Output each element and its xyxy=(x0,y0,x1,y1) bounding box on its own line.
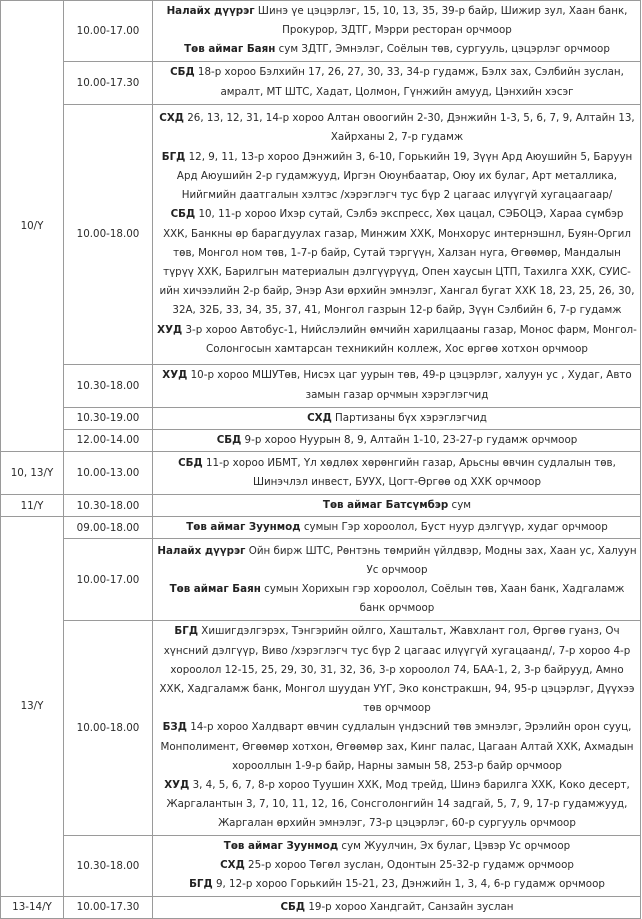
area-text: сум Жуулчин, Эх булаг, Цэвэр Ус орчмоор xyxy=(338,839,571,852)
area-text: 12, 9, 11, 13-р хороо Дэнжийн 3, 6-10, Горькийн 19, Зүүн Ард Аюушийн 5, Баруун Ард Аюушийн 2-р гудамжууд, Иргэн Оюунбаатар, Оюу их булаг, Арт металлика, Нийгмийн даатгалын хэлтэс /хэрэглэгч тус бүр 2 цагаас илүүгүй хугацаагаар/ xyxy=(176,150,633,202)
area-entry xyxy=(157,366,637,404)
district-label: Төв аймаг Баян xyxy=(184,43,276,56)
district-label: ХУД xyxy=(157,323,183,336)
time-cell xyxy=(64,452,153,495)
area-text: 10, 11-р хороо Ихэр сутай, Сэлбэ экспресс, Хөх цацал, СЭБОЦЭ, Хараа сүмбэр ХХК, Банкны өр барагдуулах газар, Минжим ХХК, Монхорус интернэшнл, Буян-Оргил төв, Монгол ном төв, 1-7-р байр, Сутай тэргүүн, Халзан нуга, Өгөөмөр, Мандалын түрүү ХХК, Барилгын материалын дэлгүүрүүд, Опен хаусын ЦТП, Тахилга ХХК, СУИС-ийн хичээлийн 2-р байр, Энэр Ази өрхийн эмнэлэг, Хангал бугат ХХК 18, 23, 25, 26, 30, 32А, 32Б, 33, 34, 35, 37, 41, Монгол газрын 12-р байр, Зүүн Сэлбийн 6, 7-р гудамж xyxy=(159,208,635,317)
time-cell xyxy=(64,1,153,62)
time-label: 10.30-18.00 xyxy=(76,379,140,392)
area-text: 3-р хороо Автобус-1, Нийслэлийн өмчийн харилцааны газар, Монос фарм, Монгол-Солонгосын хамтарсан техникийн коллеж, Хос өргөө хотхон орчмоор xyxy=(182,323,637,355)
area-entry xyxy=(157,148,637,206)
table-row xyxy=(1,517,641,539)
area-cell xyxy=(153,452,641,495)
district-label: Төв аймаг Батсүмбэр xyxy=(322,499,449,512)
day-label: 13/Y xyxy=(20,700,44,713)
area-entry xyxy=(157,776,637,834)
district-label: БГД xyxy=(174,625,199,638)
table-row xyxy=(1,835,641,896)
time-cell xyxy=(64,61,153,104)
district-label: Төв аймаг Зуунмод xyxy=(223,839,339,852)
time-cell xyxy=(64,104,153,364)
district-label: СБД xyxy=(216,433,242,446)
area-entry xyxy=(157,518,637,537)
area-entry xyxy=(157,898,637,917)
area-text: Шинэ үе цэцэрлэг, 15, 10, 13, 35, 39-р байр, Шижир зул, Хаан банк, Прокурор, ЗДТГ, Мэрри ресторан орчмоор xyxy=(254,5,628,37)
district-label: СБД xyxy=(280,900,306,913)
district-label: Төв аймаг Баян xyxy=(169,582,261,595)
district-label: ХУД xyxy=(162,369,188,382)
table-row xyxy=(1,896,641,918)
area-cell xyxy=(153,407,641,429)
time-label: 10.00-13.00 xyxy=(76,467,140,480)
area-entry xyxy=(157,622,637,718)
time-cell xyxy=(64,364,153,407)
time-cell xyxy=(64,539,153,621)
area-text: 19-р хороо Хандгайт, Санзайн зуслан xyxy=(305,900,514,913)
time-cell xyxy=(64,429,153,451)
day-label: 10, 13/Y xyxy=(10,467,54,480)
area-cell xyxy=(153,835,641,896)
area-text: Хишигдэлгэрэх, Тэнгэрийн ойлго, Хаштальт, Жавхлант гол, Өргөө гуанз, Оч хүнсний дэлгүүр, Виво /хэрэглэгч тус бүр 2 цагаас илүүгүй хугацаанд/, 7-р хороо 4-р хороолол 12-15, 25, 29, 30, 31, 32, 36, 3-р хороолол 74, БАА-1, 2, 3-р байрууд, Амно ХХК, Хадгаламж банк, Монгол шуудан УҮГ, Эко констракшн, 94, 95-р цэцэрлэг, Дүүхээ төв орчмоор xyxy=(159,625,635,715)
area-text: сум xyxy=(448,499,472,512)
area-text: 11-р хороо ИБМТ, Үл хөдлөх хөрөнгийн газар, Арьсны өвчин судлалын төв, Шинэчлэл инвест, БУУХ, Цогт-Өргөө од ХХК орчмоор xyxy=(202,456,616,489)
area-text: сумын Гэр хороолол, Буст нуур дэлгүүр, худаг орчмоор xyxy=(300,521,608,534)
time-label: 10.00-18.00 xyxy=(76,228,140,241)
area-text: 18-р хороо Бэлхийн 17, 26, 27, 30, 33, 34-р гудамж, Бэлх зах, Сэлбийн зуслан, амралт, МТ ШТС, Хадат, Цолмон, Гүнжийн амууд, Цэнхийн хэсэг xyxy=(194,66,624,98)
area-cell xyxy=(153,61,641,104)
day-cell xyxy=(1,517,64,896)
time-label: 09.00-18.00 xyxy=(76,521,140,534)
area-entry xyxy=(157,496,637,515)
area-entry xyxy=(157,837,637,856)
table-row xyxy=(1,621,641,835)
area-entry xyxy=(157,454,637,492)
time-label: 10.00-17.30 xyxy=(76,901,140,914)
area-text: 3, 4, 5, 6, 7, 8-р хороо Туушин ХХК, Мод трейд, Шинэ барилга ХХК, Коко десерт, Жаргалантын 3, 7, 10, 11, 12, 16, Сонсголонгийн 14 задгай, 5, 7, 9, 17-р гудамжууд, Жаргалан өрхийн эмнэлэг, 73-р цэцэрлэг, 60-р сургууль орчмоор xyxy=(166,779,630,830)
table-row xyxy=(1,61,641,104)
table-row xyxy=(1,104,641,364)
day-cell xyxy=(1,896,64,918)
area-entry xyxy=(157,542,637,580)
district-label: БГД xyxy=(189,878,213,891)
district-label: СХД xyxy=(159,112,184,125)
time-label: 10.00-17.30 xyxy=(76,76,140,89)
area-cell xyxy=(153,364,641,407)
time-cell xyxy=(64,835,153,896)
time-cell xyxy=(64,495,153,517)
time-label: 12.00-14.00 xyxy=(76,434,140,447)
area-text: 9, 12-р хороо Горькийн 15-21, 23, Дэнжийн 1, 3, 4, 6-р гудамж орчмоор xyxy=(212,878,605,891)
district-label: ХУД xyxy=(164,779,190,792)
table-row xyxy=(1,452,641,495)
table-row xyxy=(1,429,641,451)
time-cell xyxy=(64,407,153,429)
area-cell xyxy=(153,517,641,539)
day-cell xyxy=(1,452,64,495)
area-cell xyxy=(153,896,641,918)
table-row xyxy=(1,364,641,407)
area-entry xyxy=(157,875,637,894)
area-text: Ойн бирж ШТС, Рөнтэнь төмрийн үйлдвэр, Модны зах, Хаан ус, Халуун Ус орчмоор xyxy=(245,544,637,576)
district-label: БЗД xyxy=(162,721,187,734)
district-label: СБД xyxy=(178,456,203,469)
area-cell xyxy=(153,621,641,835)
area-entry xyxy=(157,409,637,428)
table-row xyxy=(1,1,641,62)
area-entry xyxy=(157,109,637,147)
area-text: 9-р хороо Нуурын 8, 9, Алтайн 1-10, 23-27-р гудамж орчмоор xyxy=(241,433,578,446)
area-text: 14-р хороо Халдварт өвчин судлалын үндэсний төв эмнэлэг, Эрэлийн орон сууц, Монполимент, Өгөөмөр хотхон, Өгөөмөр зах, Кинг палас, Цагаан Алтай ХХК, Ахмадын хорооллын 1-9-р байр, Нарны замын 58, 253-р байр орчмоор xyxy=(160,721,634,772)
time-cell xyxy=(64,517,153,539)
district-label: Налайх дүүрэг xyxy=(166,5,255,17)
area-cell xyxy=(153,104,641,364)
area-cell xyxy=(153,429,641,451)
area-entry xyxy=(157,321,637,359)
area-cell xyxy=(153,539,641,621)
area-cell xyxy=(153,1,641,62)
area-text: сум ЗДТГ, Эмнэлэг, Соёлын төв, сургууль, цэцэрлэг орчмоор xyxy=(275,43,610,56)
time-label: 10.30-18.00 xyxy=(76,499,140,512)
area-text: 10-р хороо МШУТөв, Нисэх цаг уурын төв, 49-р цэцэрлэг, халуун ус , Худаг, Авто замын газар орчмын хэрэглэгчид xyxy=(187,369,632,401)
day-label: 13-14/Y xyxy=(12,901,52,914)
area-entry xyxy=(157,718,637,776)
district-label: БГД xyxy=(161,150,186,163)
district-label: СБД xyxy=(170,208,196,221)
area-entry xyxy=(157,2,637,40)
table-row xyxy=(1,539,641,621)
area-text: 25-р хороо Төгөл зуслан, Одонтын 25-32-р гудамж орчмоор xyxy=(244,859,574,872)
district-label: Налайх дүүрэг xyxy=(157,544,246,557)
district-label: СБД xyxy=(170,66,195,79)
time-label: 10.00-17.00 xyxy=(76,573,140,586)
area-entry xyxy=(157,205,637,320)
time-label: 10.30-18.00 xyxy=(76,859,140,872)
day-cell xyxy=(1,495,64,517)
area-entry xyxy=(157,63,637,101)
area-text: 26, 13, 12, 31, 14-р хороо Алтан овоогийн 2-30, Дэнжийн 1-3, 5, 6, 7, 9, Алтайн 13, Хайрханы 2, 7-р гудамж xyxy=(183,112,635,144)
area-text: Партизаны бүх хэрэглэгчид xyxy=(331,411,487,424)
area-cell xyxy=(153,495,641,517)
area-text: сумын Хорихын гэр хороолол, Соёлын төв, Хаан банк, Хадгаламж банк орчмоор xyxy=(260,582,625,615)
time-label: 10.30-19.00 xyxy=(76,412,140,425)
area-entry xyxy=(157,580,637,618)
table-row xyxy=(1,495,641,517)
area-entry xyxy=(157,40,637,59)
area-entry xyxy=(157,431,637,450)
day-label: 11/Y xyxy=(20,499,44,512)
time-cell xyxy=(64,621,153,835)
day-label: 10/Y xyxy=(20,220,44,232)
time-cell xyxy=(64,896,153,918)
district-label: СХД xyxy=(220,859,245,872)
district-label: СХД xyxy=(307,411,332,424)
area-entry xyxy=(157,856,637,875)
time-label: 10.00-18.00 xyxy=(76,722,140,735)
district-label: Төв аймаг Зуунмод xyxy=(186,521,301,534)
table-row xyxy=(1,407,641,429)
time-label: 10.00-17.00 xyxy=(76,24,140,37)
day-cell xyxy=(1,1,64,452)
